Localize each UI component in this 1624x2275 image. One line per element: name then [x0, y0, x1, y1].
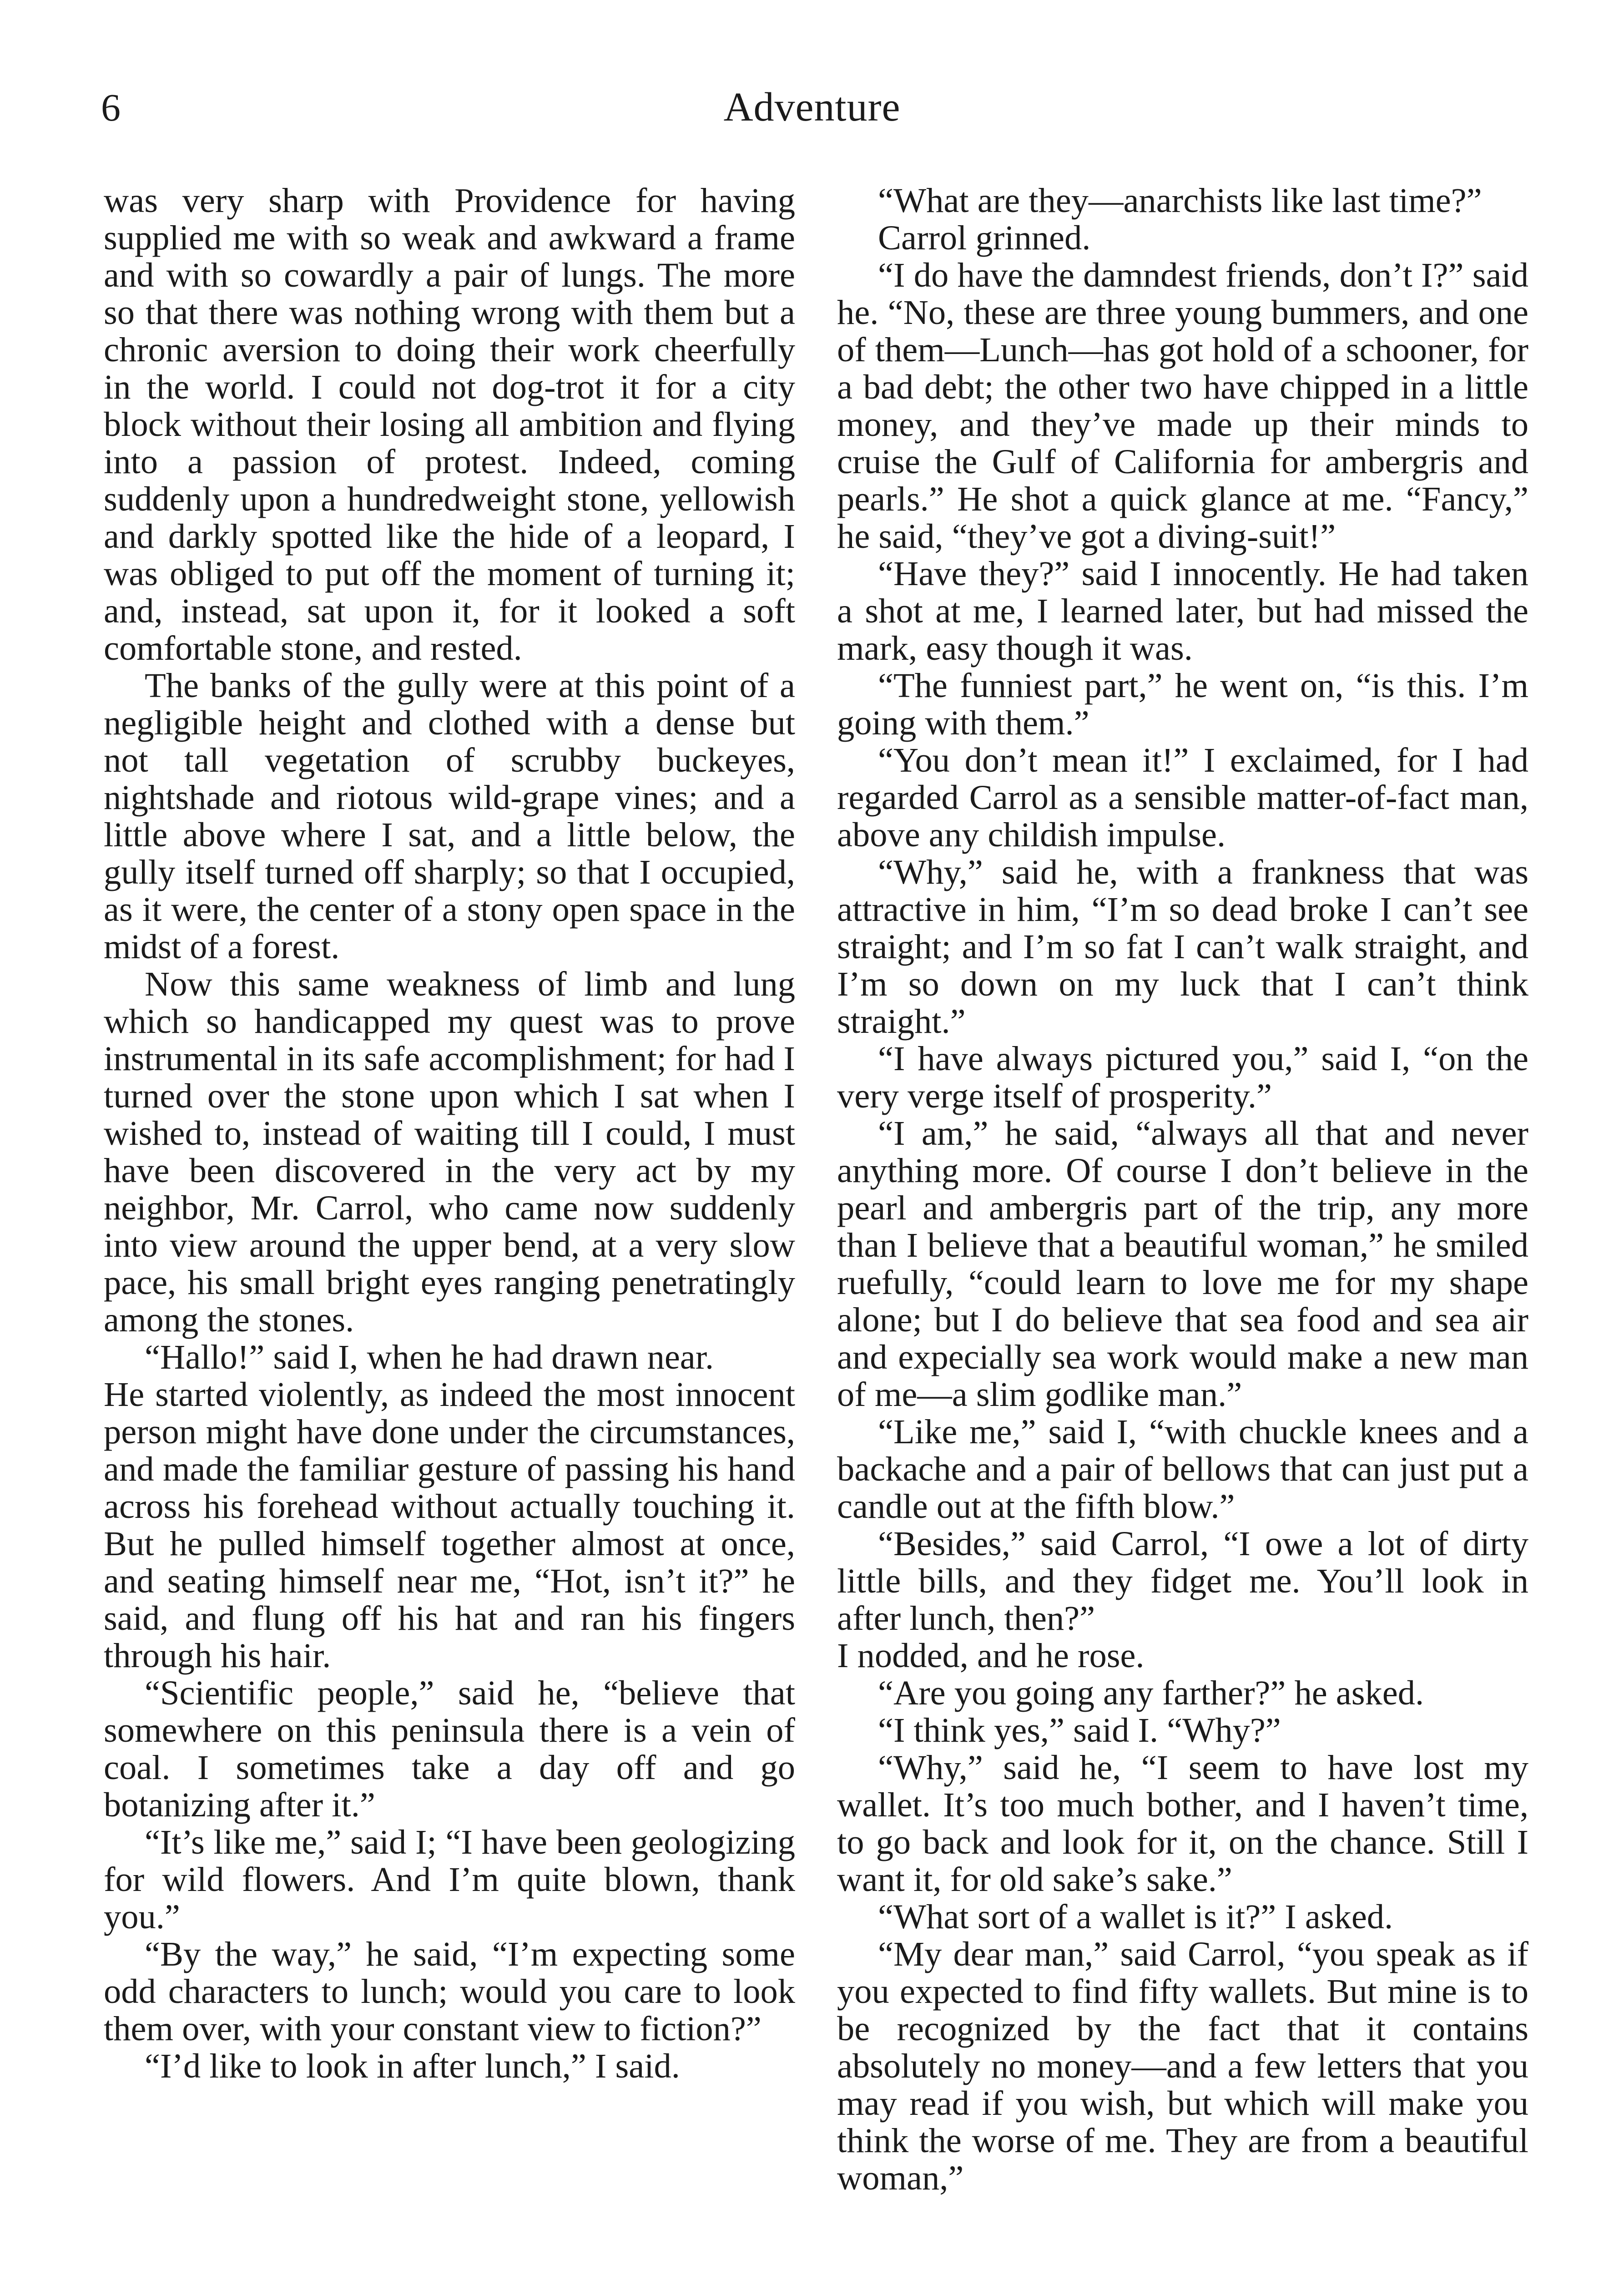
paragraph: “Have they?” said I innocently. He had taken a shot at me, I learned later, but had missed the mark, easy though it was. — [837, 554, 1528, 667]
paragraph: “You don’t mean it!” I exclaimed, for I had regarded Carrol as a sensible matter-of-fact man, above any childish impulse. — [837, 741, 1528, 854]
paragraph: “I’d like to look in after lunch,” I said. — [145, 2047, 680, 2085]
paragraph: “Hallo!” said I, when he had drawn near. — [145, 1338, 714, 1376]
paragraph: “It’s like me,” said I; “I have been geologizing for wild flowers. And I’m quite blown, thank you.” — [104, 1823, 795, 1936]
paragraph: “Why,” said he, “I seem to have lost my wallet. It’s too much bother, and I haven’t time, to go back and look for it, on the chance. Still I want it, for old sake’s sake.” — [837, 1748, 1528, 1899]
paragraph: I nodded, and he rose. — [837, 1636, 1145, 1675]
left-column — [104, 182, 795, 2085]
paragraph: The banks of the gully were at this point of a negligible height and clothed with a dense but not tall vegetation of scrubby buckeyes, nightshade and riotous wild-grape vines; and a little above where I sat, and a little below, the gully itself turned off sharply; so that I occupied, as it were, the center of a stony open space in the midst of a forest. — [104, 666, 795, 966]
paragraph: “What sort of a wallet is it?” I asked. — [878, 1897, 1393, 1936]
paragraph: “Like me,” said I, “with chuckle knees and a backache and a pair of bellows that can just put a candle out at the fifth blow.” — [837, 1412, 1528, 1526]
paragraph: “By the way,” he said, “I’m expecting some odd characters to lunch; would you care to look them over, with your constant view to fiction?” — [104, 1935, 795, 2048]
magazine-title: Adventure — [723, 85, 901, 130]
paragraph: was very sharp with Providence for having supplied me with so weak and awkward a frame and with so cowardly a pair of lungs. The more so that there was nothing wrong with them but a chronic aversion to doing their work cheerfully in the world. I could not dog-trot it for a city block without their losing all ambition and flying into a passion of protest. Indeed, coming suddenly upon a hundredweight stone, yellowish and darkly spotted like the hide of a leopard, I was obliged to put off the moment of turning it; and, instead, sat upon it, for it looked a soft comfortable stone, and rested. — [104, 181, 795, 667]
paragraph: Now this same weakness of limb and lung which so handicapped my quest was to prove instrumental in its safe accomplishment; for had I turned over the stone upon which I sat when I wished to, instead of waiting till I could, I must have been discovered in the very act by my neighbor, Mr. Carrol, who came now suddenly into view around the upper bend, at a very slow pace, his small bright eyes ranging penetratingly among the stones. — [104, 965, 795, 1339]
paragraph: He started violently, as indeed the most innocent person might have done under the circumstances, and made the familiar gesture of passing his hand across his forehead without actually touching it. But he pulled himself together almost at once, and seating himself near me, “Hot, isn’t it?” he said, and flung off his hat and ran his fingers through his hair. — [104, 1375, 795, 1675]
paragraph: “Are you going any farther?” he asked. — [878, 1673, 1424, 1712]
paragraph: “Why,” said he, with a frankness that was attractive in him, “I’m so dead broke I can’t see straight; and I’m so fat I can’t walk straight, and I’m so down on my luck that I can’t think straight.” — [837, 853, 1528, 1041]
paragraph: “I do have the damndest friends, don’t I?” said he. “No, these are three young bummers, and one of them—Lunch—has got hold of a schooner, for a bad debt; the other two have chipped in a little money, and they’ve made up their minds to cruise the Gulf of California for ambergris and pearls.” He shot a quick glance at me. “Fancy,” he said, “they’ve got a diving-suit!” — [837, 256, 1528, 556]
page-number: 6 — [101, 86, 121, 129]
paragraph: “My dear man,” said Carrol, “you speak as if you expected to find fifty wallets. But mine is to be recognized by the fact that it contains absolutely no money—and a few letters that you may read if you wish, but which will make you think the worse of me. They are from a beautiful woman,” — [837, 1935, 1528, 2197]
paragraph: “The funniest part,” he went on, “is this. I’m going with them.” — [837, 666, 1528, 742]
paragraph: “Besides,” said Carrol, “I owe a lot of dirty little bills, and they fidget me. You’ll look in after lunch, then?” — [837, 1524, 1528, 1638]
page-header — [0, 80, 1624, 135]
paragraph: “Scientific people,” said he, “believe that somewhere on this peninsula there is a vein of coal. I sometimes take a day off and go botanizing after it.” — [104, 1673, 795, 1824]
right-column — [837, 182, 1528, 2197]
paragraph: “I think yes,” said I. “Why?” — [878, 1711, 1281, 1749]
paragraph: “What are they—anarchists like last time?” — [878, 181, 1482, 220]
paragraph: “I am,” he said, “always all that and never anything more. Of course I don’t believe in the pearl and ambergris part of the trip, any more than I believe that a beautiful woman,” he smiled ruefully, “could learn to love me for my shape alone; but I do believe that sea food and sea air and expecially sea work would make a new man of me—a slim godlike man.” — [837, 1114, 1528, 1414]
paragraph: Carrol grinned. — [878, 218, 1091, 257]
paragraph: “I have always pictured you,” said I, “on the very verge itself of prosperity.” — [837, 1039, 1528, 1115]
